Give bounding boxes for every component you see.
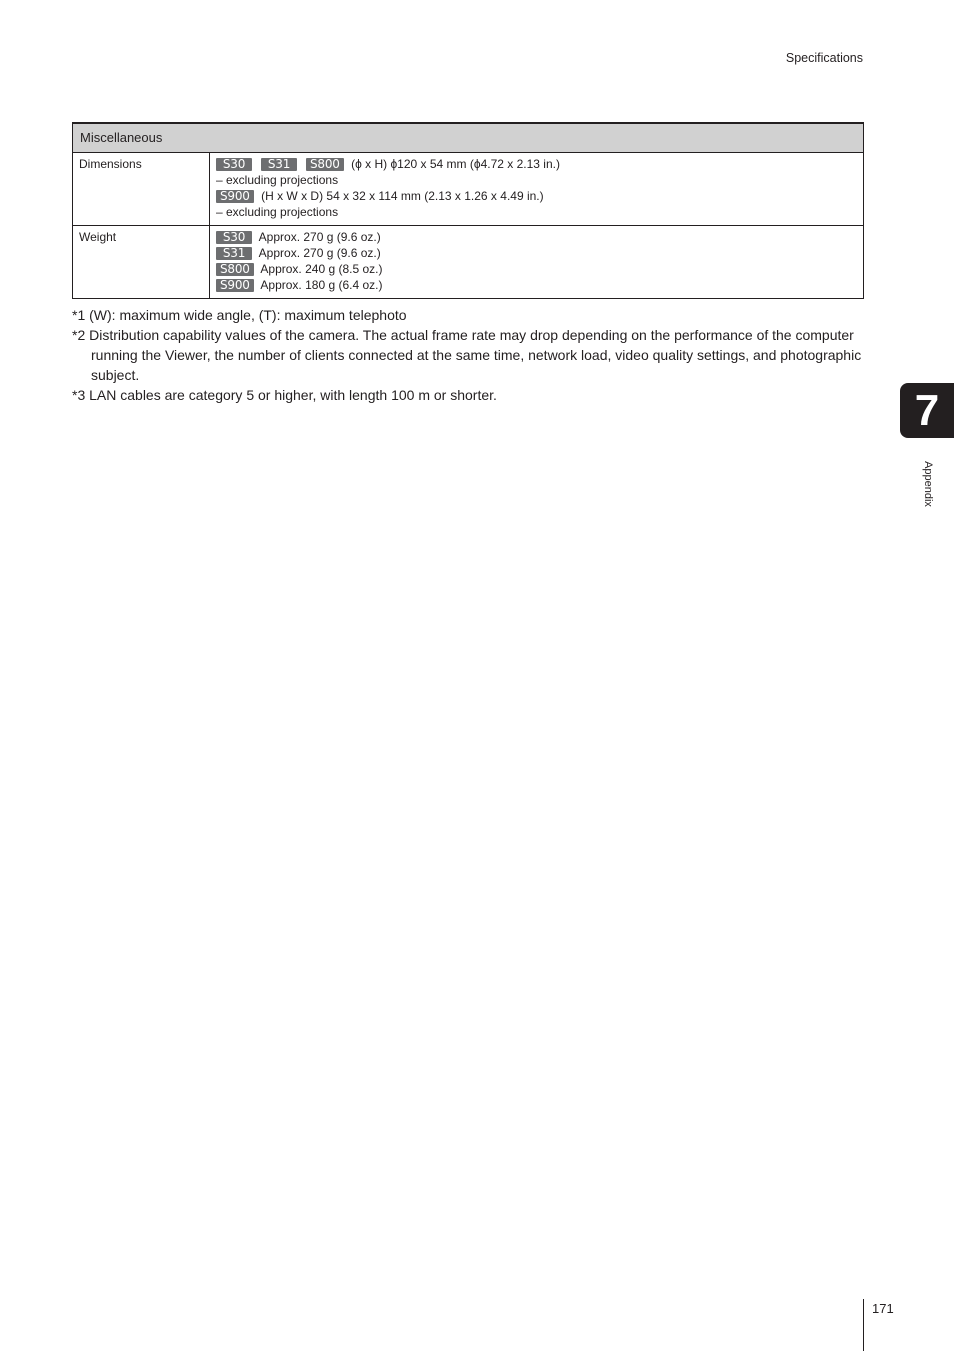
model-badge: S30	[216, 231, 252, 244]
value-text: Approx. 270 g (9.6 oz.)	[258, 230, 381, 244]
value-text: (H x W x D) 54 x 32 x 114 mm (2.13 x 1.26 x 4.49 in.)	[261, 189, 544, 203]
value-text: Approx. 180 g (6.4 oz.)	[260, 278, 383, 292]
footnote: *1 (W): maximum wide angle, (T): maximum telephoto	[72, 307, 407, 323]
value-line	[216, 156, 857, 172]
value-line	[216, 204, 857, 220]
value-line	[216, 277, 857, 293]
chapter-label: Appendix	[922, 461, 934, 507]
footnote: *2 Distribution capability values of the camera. The actual frame rate may drop depending on the performance of the computer running the Viewer, the number of clients connected at the same time, network load, video quality settings, and photographic subject.	[72, 327, 862, 383]
model-badge: S800	[216, 263, 254, 276]
running-header: Specifications	[785, 51, 863, 65]
value-line	[216, 261, 857, 277]
table-row	[73, 153, 864, 226]
value-line	[216, 245, 857, 261]
row-label-weight: Weight	[73, 226, 210, 299]
model-badge: S30	[216, 158, 252, 171]
model-badge: S900	[216, 279, 254, 292]
table-heading: Miscellaneous	[73, 123, 864, 153]
table-row	[73, 226, 864, 299]
value-line	[216, 172, 857, 188]
value-text: (ϕ x H) ϕ120 x 54 mm (ϕ4.72 x 2.13 in.)	[351, 157, 560, 171]
value-line	[216, 188, 857, 204]
model-badge: S800	[306, 158, 344, 171]
value-text: Approx. 270 g (9.6 oz.)	[258, 246, 381, 260]
value-line	[216, 229, 857, 245]
page-number: 171	[872, 1301, 894, 1316]
value-text: – excluding projections	[216, 173, 339, 187]
model-badge: S31	[216, 247, 252, 260]
row-value-dimensions	[210, 153, 864, 226]
page-number-rule	[863, 1299, 864, 1351]
value-text: Approx. 240 g (8.5 oz.)	[260, 262, 383, 276]
footnote: *3 LAN cables are category 5 or higher, with length 100 m or shorter.	[72, 387, 497, 403]
model-badge: S31	[261, 158, 297, 171]
row-value-weight	[210, 226, 864, 299]
chapter-tab: 7	[900, 383, 954, 438]
value-text: – excluding projections	[216, 205, 339, 219]
specifications-table	[72, 122, 864, 299]
footnotes	[72, 305, 862, 405]
row-label-dimensions: Dimensions	[73, 153, 210, 226]
model-badge: S900	[216, 190, 254, 203]
